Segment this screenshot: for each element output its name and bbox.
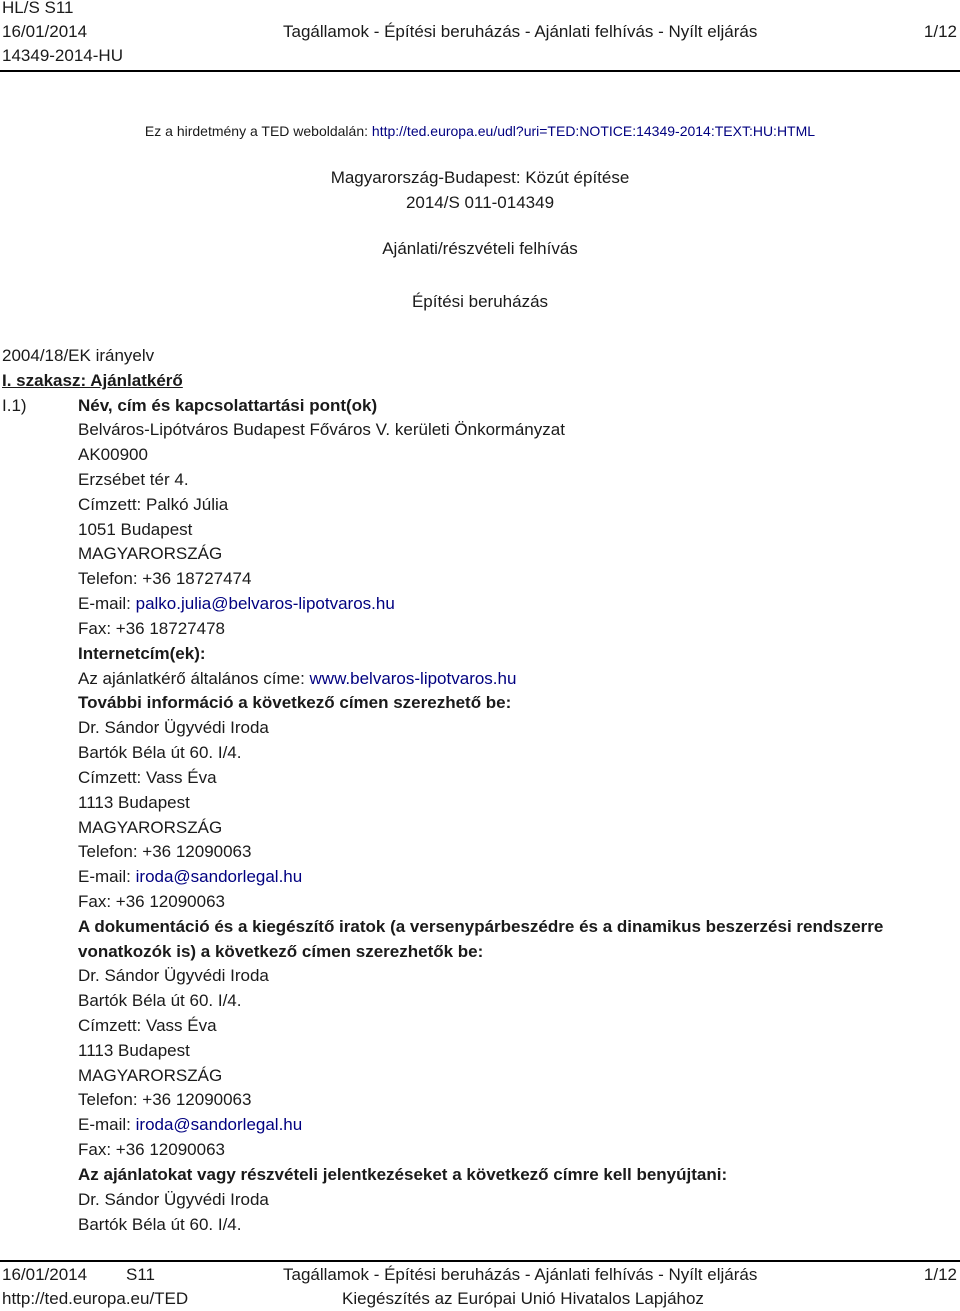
contract-type: Építési beruházás bbox=[411, 292, 549, 311]
header-rule bbox=[0, 70, 960, 72]
directive: 2004/18/EK irányelv bbox=[2, 346, 155, 365]
submission-name: Dr. Sándor Ügyvédi Iroda bbox=[78, 1190, 269, 1209]
submission-street: Bartók Béla út 60. I/4. bbox=[78, 1215, 242, 1234]
general-address-link[interactable]: www.belvaros-lipotvaros.hu bbox=[309, 669, 517, 688]
more-info-country: MAGYARORSZÁG bbox=[78, 818, 223, 837]
contact-name: Belváros-Lipótváros Budapest Főváros V. kerületi Önkormányzat bbox=[78, 420, 565, 439]
notice-title: Magyarország-Budapest: Közút építése bbox=[330, 168, 630, 187]
footer-rule bbox=[0, 1260, 960, 1262]
contact-city: 1051 Budapest bbox=[78, 520, 193, 539]
contact-street: Erzsébet tér 4. bbox=[78, 470, 189, 489]
header-title: Tagállamok - Építési beruházás - Ajánlati felhívás - Nyílt eljárás bbox=[283, 22, 758, 41]
documents-country: MAGYARORSZÁG bbox=[78, 1066, 223, 1085]
footer-series: S11 bbox=[126, 1265, 155, 1284]
footer-supplement: Kiegészítés az Európai Unió Hivatalos Lapjához bbox=[342, 1289, 704, 1308]
more-info-email-line bbox=[78, 867, 302, 887]
header-page: 1/12 bbox=[923, 22, 957, 41]
contact-country: MAGYARORSZÁG bbox=[78, 544, 223, 563]
contact-email-label: E-mail: bbox=[78, 594, 136, 613]
more-info-city: 1113 Budapest bbox=[78, 793, 190, 812]
more-info-name: Dr. Sándor Ügyvédi Iroda bbox=[78, 718, 269, 737]
documents-heading-line2: vonatkozók is) a következő címen szerezhetők be: bbox=[78, 942, 484, 961]
more-info-email-link[interactable]: iroda@sandorlegal.hu bbox=[135, 867, 303, 886]
more-info-phone: Telefon: +36 12090063 bbox=[78, 842, 252, 861]
contact-attn: Címzett: Palkó Júlia bbox=[78, 495, 229, 514]
general-address-line bbox=[78, 669, 516, 689]
documents-attn: Címzett: Vass Éva bbox=[78, 1016, 217, 1035]
notice-prefix: Ez a hirdetmény a TED weboldalán: bbox=[144, 123, 372, 139]
more-info-email-label: E-mail: bbox=[78, 867, 136, 886]
subsection-number: I.1) bbox=[2, 396, 27, 415]
notice-type: Ajánlati/részvételi felhívás bbox=[382, 239, 578, 258]
contact-fax: Fax: +36 18727478 bbox=[78, 619, 225, 638]
internet-heading: Internetcím(ek): bbox=[78, 644, 206, 663]
documents-city: 1113 Budapest bbox=[78, 1041, 190, 1060]
general-address-label: Az ajánlatkérő általános címe: bbox=[78, 669, 310, 688]
notice-line bbox=[0, 123, 960, 140]
footer-url: http://ted.europa.eu/TED bbox=[2, 1289, 189, 1308]
header-series: HL/S S11 bbox=[2, 0, 74, 17]
documents-fax: Fax: +36 12090063 bbox=[78, 1140, 225, 1159]
contact-phone: Telefon: +36 18727474 bbox=[78, 569, 252, 588]
documents-name: Dr. Sándor Ügyvédi Iroda bbox=[78, 966, 269, 985]
documents-street: Bartók Béla út 60. I/4. bbox=[78, 991, 242, 1010]
contact-email-line bbox=[78, 594, 395, 614]
more-info-street: Bartók Béla út 60. I/4. bbox=[78, 743, 242, 762]
submission-heading: Az ajánlatokat vagy részvételi jelentkezéseket a következő címre kell benyújtani: bbox=[78, 1165, 728, 1184]
header-doc-id: 14349-2014-HU bbox=[2, 46, 123, 65]
subsection-title: Név, cím és kapcsolattartási pont(ok) bbox=[78, 396, 378, 415]
more-info-attn: Címzett: Vass Éva bbox=[78, 768, 217, 787]
more-info-heading: További információ a következő címen szerezhető be: bbox=[78, 693, 512, 712]
contact-email-link[interactable]: palko.julia@belvaros-lipotvaros.hu bbox=[135, 594, 395, 613]
notice-number: 2014/S 011-014349 bbox=[405, 193, 555, 212]
documents-email-line bbox=[78, 1115, 302, 1135]
documents-phone: Telefon: +36 12090063 bbox=[78, 1090, 252, 1109]
footer-title: Tagállamok - Építési beruházás - Ajánlati felhívás - Nyílt eljárás bbox=[283, 1265, 758, 1284]
notice-url-link[interactable]: http://ted.europa.eu/udl?uri=TED:NOTICE:14349-2014:TEXT:HU:HTML bbox=[371, 123, 816, 139]
documents-heading-line1: A dokumentáció és a kiegészítő iratok (a versenypárbeszédre és a dinamikus beszerzési rendszerre bbox=[78, 917, 884, 936]
documents-email-label: E-mail: bbox=[78, 1115, 136, 1134]
header-date: 16/01/2014 bbox=[2, 22, 88, 41]
footer-date: 16/01/2014 bbox=[2, 1265, 88, 1284]
contact-code: AK00900 bbox=[78, 445, 148, 464]
more-info-fax: Fax: +36 12090063 bbox=[78, 892, 225, 911]
footer-page: 1/12 bbox=[923, 1265, 957, 1284]
documents-email-link[interactable]: iroda@sandorlegal.hu bbox=[135, 1115, 303, 1134]
section-heading: I. szakasz: Ajánlatkérő bbox=[2, 371, 183, 390]
